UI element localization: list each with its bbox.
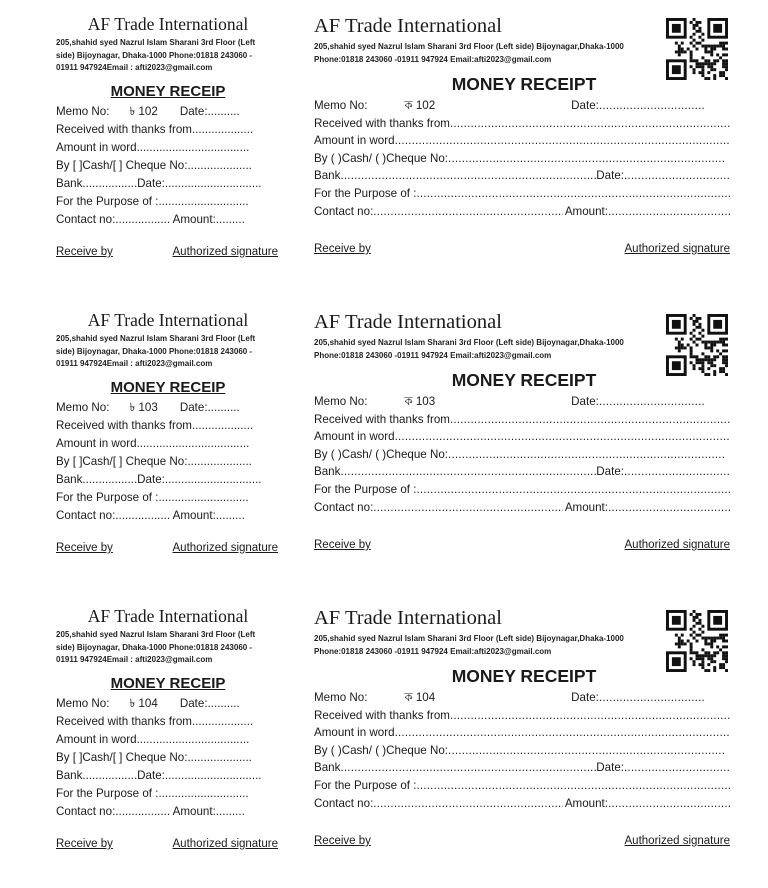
stub-amount-word-line: Amount in word................................... [56, 140, 250, 154]
main-memo-line: Memo No: ক 104 Date: ..... [314, 689, 730, 707]
qr-code-icon [666, 610, 728, 672]
receipt-row-2 [0, 296, 768, 592]
stub-fields [56, 399, 278, 525]
main-address: 205,shahid syed Nazrul Islam Sharani 3rd Floor (Left side) Bijoynagar,Dhaka-1000 Phone:01818 243060 -01911 947924 Email:afti2023@gmail.com [314, 634, 624, 656]
stub-fields [56, 103, 278, 229]
main-company-name: AF Trade International [314, 311, 502, 333]
stub-contact-line: Contact no:................. Amount:......... [56, 212, 245, 226]
stub-purpose-line: For the Purpose of :............................ [56, 786, 249, 800]
stub-amount-word-line: Amount in word................................... [56, 436, 250, 450]
main-purpose-line: For the Purpose of : ..... [314, 481, 730, 499]
main-amount-word-line: Amount in word ..... [314, 428, 730, 446]
main-fields [314, 393, 730, 516]
main-contact-line: Contact no: ..... Amount: ..... [314, 499, 730, 517]
main-payment-method-line: By ( )Cash/ ( )Cheque No: ..... [314, 742, 730, 760]
stub-bank-line: Bank.................Date:.............................. [56, 176, 262, 190]
stub-received-line: Received with thanks from................... [56, 418, 254, 432]
main-receive-by: Receive by [314, 835, 371, 847]
stub-amount-word-line: Amount in word................................... [56, 732, 250, 746]
main-amount-word-line: Amount in word ..... [314, 724, 730, 742]
receipt-row-1 [0, 0, 768, 296]
stub-title: MONEY RECEIP [110, 82, 226, 100]
main-received-line: Received with thanks from ..... [314, 411, 730, 429]
main-title: MONEY RECEIPT [451, 370, 597, 390]
stub-receive-by: Receive by [56, 246, 113, 258]
main-purpose-line: For the Purpose of : ..... [314, 777, 730, 795]
stub-memo-number: ৳ 104 [129, 696, 158, 710]
main-memo-number: ক 104 [404, 691, 436, 704]
main-authorized-signature: Authorized signature [624, 835, 730, 847]
stub-contact-line: Contact no:................. Amount:......... [56, 804, 245, 818]
main-receive-by: Receive by [314, 539, 371, 551]
counterfoil-stub [56, 14, 278, 258]
stub-address: 205,shahid syed Nazrul Islam Sharani 3rd Floor (Left side) Bijoynagar, Dhaka-1000 Phone:01818 243060 - 01911 947924Email : afti2023@gmail.com [56, 38, 256, 72]
stub-payment-method-line: By [ ]Cash/[ ] Cheque No:.................... [56, 750, 252, 764]
qr-code-icon [666, 18, 728, 80]
stub-memo-line: Memo No: ৳ 102 Date:.......... [56, 103, 278, 121]
main-title: MONEY RECEIPT [451, 74, 597, 94]
stub-purpose-line: For the Purpose of :............................ [56, 490, 249, 504]
stub-address: 205,shahid syed Nazrul Islam Sharani 3rd Floor (Left side) Bijoynagar, Dhaka-1000 Phone:01818 243060 - 01911 947924Email : afti2023@gmail.com [56, 334, 256, 368]
stub-memo-line: Memo No: ৳ 103 Date:.......... [56, 399, 278, 417]
stub-memo-line: Memo No: ৳ 104 Date:.......... [56, 695, 278, 713]
main-receive-by: Receive by [314, 243, 371, 255]
main-fields [314, 689, 730, 812]
main-memo-number: ক 102 [404, 99, 436, 112]
main-payment-method-line: By ( )Cash/ ( )Cheque No: ..... [314, 446, 730, 464]
stub-authorized-signature: Authorized signature [172, 542, 278, 554]
stub-payment-method-line: By [ ]Cash/[ ] Cheque No:.................... [56, 158, 252, 172]
main-receipt [314, 606, 730, 847]
stub-received-line: Received with thanks from................... [56, 714, 254, 728]
main-bank-line: Bank ..... Date: ..... [314, 759, 730, 777]
main-bank-line: Bank ..... Date: ..... [314, 167, 730, 185]
stub-company-name: AF Trade International [87, 310, 249, 330]
main-bank-line: Bank ..... Date: ..... [314, 463, 730, 481]
stub-contact-line: Contact no:................. Amount:......... [56, 508, 245, 522]
main-receipt [314, 14, 730, 255]
stub-purpose-line: For the Purpose of :............................ [56, 194, 249, 208]
main-receipt [314, 310, 730, 551]
stub-title: MONEY RECEIP [110, 674, 226, 692]
main-address: 205,shahid syed Nazrul Islam Sharani 3rd Floor (Left side) Bijoynagar,Dhaka-1000 Phone:01818 243060 -01911 947924 Email:afti2023@gmail.com [314, 42, 624, 64]
stub-memo-number: ৳ 103 [129, 400, 158, 414]
main-memo-number: ক 103 [404, 395, 436, 408]
main-contact-line: Contact no: ..... Amount: ..... [314, 203, 730, 221]
main-memo-line: Memo No: ক 102 Date: ..... [314, 97, 730, 115]
stub-company-name: AF Trade International [87, 606, 249, 626]
stub-bank-line: Bank.................Date:.............................. [56, 768, 262, 782]
stub-payment-method-line: By [ ]Cash/[ ] Cheque No:.................... [56, 454, 252, 468]
stub-memo-number: ৳ 102 [129, 104, 158, 118]
main-contact-line: Contact no: ..... Amount: ..... [314, 795, 730, 813]
stub-authorized-signature: Authorized signature [172, 246, 278, 258]
main-address: 205,shahid syed Nazrul Islam Sharani 3rd Floor (Left side) Bijoynagar,Dhaka-1000 Phone:01818 243060 -01911 947924 Email:afti2023@gmail.com [314, 338, 624, 360]
stub-address: 205,shahid syed Nazrul Islam Sharani 3rd Floor (Left side) Bijoynagar, Dhaka-1000 Phone:01818 243060 - 01911 947924Email : afti2023@gmail.com [56, 630, 256, 664]
stub-company-name: AF Trade International [87, 14, 249, 34]
stub-title: MONEY RECEIP [110, 378, 226, 396]
main-purpose-line: For the Purpose of : ..... [314, 185, 730, 203]
main-company-name: AF Trade International [314, 607, 502, 629]
main-fields [314, 97, 730, 220]
counterfoil-stub [56, 310, 278, 554]
stub-receive-by: Receive by [56, 542, 113, 554]
main-received-line: Received with thanks from ..... [314, 707, 730, 725]
qr-code-icon [666, 314, 728, 376]
main-received-line: Received with thanks from ..... [314, 115, 730, 133]
main-memo-line: Memo No: ক 103 Date: ..... [314, 393, 730, 411]
receipt-row-3 [0, 592, 768, 888]
stub-receive-by: Receive by [56, 838, 113, 850]
stub-bank-line: Bank.................Date:.............................. [56, 472, 262, 486]
stub-fields [56, 695, 278, 821]
main-authorized-signature: Authorized signature [624, 539, 730, 551]
stub-received-line: Received with thanks from................... [56, 122, 254, 136]
main-title: MONEY RECEIPT [451, 666, 597, 686]
main-authorized-signature: Authorized signature [624, 243, 730, 255]
main-payment-method-line: By ( )Cash/ ( )Cheque No: ..... [314, 150, 730, 168]
main-company-name: AF Trade International [314, 15, 502, 37]
counterfoil-stub [56, 606, 278, 850]
stub-authorized-signature: Authorized signature [172, 838, 278, 850]
main-amount-word-line: Amount in word ..... [314, 132, 730, 150]
